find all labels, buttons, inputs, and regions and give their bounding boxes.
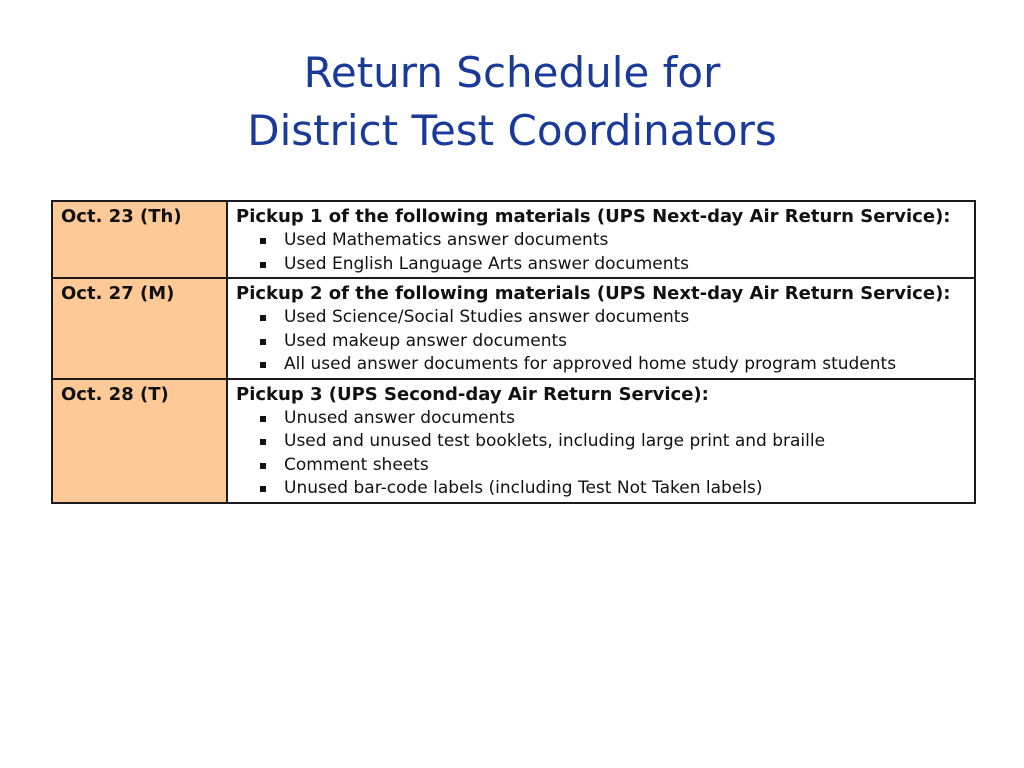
list-item-text: All used answer documents for approved home study program students	[284, 354, 897, 374]
list-item-text: Unused answer documents	[284, 407, 515, 428]
square-bullet-icon	[260, 416, 266, 422]
materials-list	[236, 306, 966, 377]
slide-title-line-1: Return Schedule for	[303, 48, 721, 97]
slide-title	[0, 44, 1024, 160]
square-bullet-icon	[260, 362, 266, 368]
list-item-text: Comment sheets	[284, 454, 429, 475]
description-cell	[227, 278, 975, 379]
list-item-text: Used and unused test booklets, including large print and braille	[284, 431, 826, 451]
square-bullet-icon	[260, 238, 266, 244]
materials-list	[236, 229, 966, 276]
table-row	[52, 201, 975, 278]
list-item	[260, 229, 966, 253]
list-item	[260, 430, 966, 454]
square-bullet-icon	[260, 262, 266, 268]
list-item	[260, 454, 966, 478]
pickup-heading: Pickup 3 (UPS Second-day Air Return Service):	[236, 383, 709, 405]
square-bullet-icon	[260, 463, 266, 469]
list-item-text: Used Mathematics answer documents	[284, 230, 609, 250]
list-item	[260, 253, 966, 277]
return-schedule-table	[51, 200, 976, 504]
list-item-text: Unused bar-code labels (including Test Not Taken labels)	[284, 478, 763, 498]
date-cell: Oct. 27 (M)	[52, 278, 227, 379]
table-row	[52, 379, 975, 503]
list-item-text: Used English Language Arts answer documents	[284, 253, 690, 274]
pickup-heading: Pickup 1 of the following materials (UPS Next-day Air Return Service):	[236, 206, 951, 227]
list-item	[260, 353, 966, 377]
list-item	[260, 477, 966, 501]
list-item-text: Used makeup answer documents	[284, 330, 568, 351]
square-bullet-icon	[260, 315, 266, 321]
date-cell: Oct. 23 (Th)	[52, 201, 227, 278]
list-item	[260, 330, 966, 354]
table-row	[52, 278, 975, 379]
list-item-text: Used Science/Social Studies answer documents	[284, 307, 690, 327]
date-cell: Oct. 28 (T)	[52, 379, 227, 503]
square-bullet-icon	[260, 439, 266, 445]
square-bullet-icon	[260, 339, 266, 345]
slide-title-line-2: District Test Coordinators	[247, 106, 777, 155]
list-item	[260, 306, 966, 330]
materials-list	[236, 407, 966, 501]
description-cell	[227, 201, 975, 278]
list-item	[260, 407, 966, 431]
description-cell	[227, 379, 975, 503]
pickup-heading: Pickup 2 of the following materials (UPS Next-day Air Return Service):	[236, 283, 951, 304]
square-bullet-icon	[260, 486, 266, 492]
